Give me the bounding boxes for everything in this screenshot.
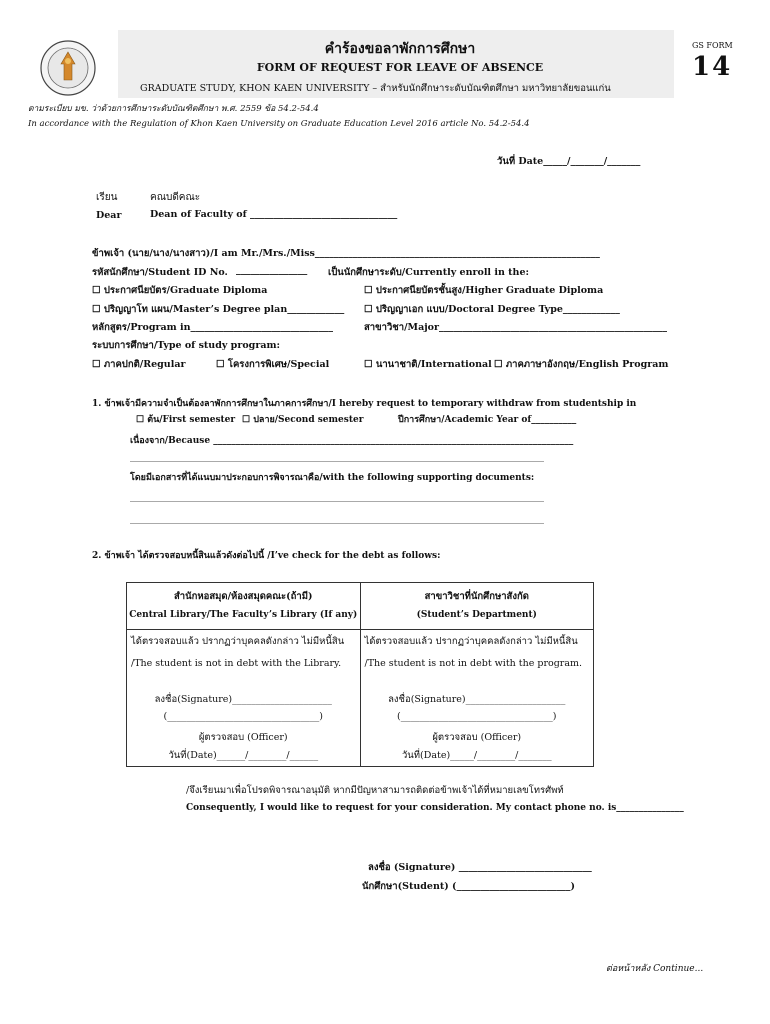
program-field[interactable]: หลักสูตร/Program in______________________________	[92, 322, 334, 333]
study-type-regular[interactable]	[92, 357, 185, 372]
documents-line-1[interactable]: ____________________________________________________________________________________________	[130, 492, 544, 502]
checkbox-icon[interactable]: ☐	[92, 359, 101, 370]
gs-form-label: GS FORM	[692, 41, 733, 50]
department-check-cell	[360, 630, 594, 767]
department-header-english: (Student’s Department)	[416, 610, 537, 620]
department-signature-field[interactable]: ลงชื่อ(Signature)_____________________	[388, 694, 566, 705]
closing-english-phone-field[interactable]: Consequently, I would like to request for your consideration. My contact phone no. is_______________	[186, 803, 684, 813]
closing-thai: /จึงเรียนมาเพื่อโปรดพิจารณาอนุมัติ หากมีปัญหาสามารถติดต่อข้าพเจ้าได้ที่หมายเลขโทรศัพท์	[186, 785, 564, 796]
first-semester-option[interactable]	[136, 412, 235, 426]
study-type-special[interactable]	[216, 357, 329, 372]
study-type-label: ระบบการศึกษา/Type of study program:	[92, 340, 281, 351]
department-date-field[interactable]: วันที่(Date)_____/________/_______	[401, 750, 552, 761]
checkbox-icon[interactable]: ☐	[92, 304, 101, 315]
library-header-english: Central Library/The Faculty’s Library (If any)	[129, 610, 358, 620]
department-name-field[interactable]: (________________________________)	[397, 711, 557, 722]
checkbox-icon[interactable]: ☐	[136, 415, 145, 425]
department-header-thai: สาขาวิชาที่นักศึกษาสังกัด	[424, 591, 529, 602]
debt-check-table	[126, 582, 594, 767]
dear-english-label: Dear	[96, 210, 122, 221]
documents-line-2[interactable]: ____________________________________________________________________________________________	[130, 514, 544, 524]
library-signature-field[interactable]: ลงชื่อ(Signature)_____________________	[154, 694, 332, 705]
form-title-english: FORM OF REQUEST FOR LEAVE OF ABSENCE	[256, 61, 544, 74]
continue-note: ต่อหน้าหลัง Continue...	[606, 964, 704, 974]
level-doctoral[interactable]	[364, 302, 620, 317]
study-type-english[interactable]	[494, 357, 668, 372]
second-semester-option[interactable]	[242, 412, 363, 426]
library-name-field[interactable]: (________________________________)	[163, 711, 323, 722]
checkbox-icon[interactable]: ☐	[364, 285, 373, 296]
checkbox-icon[interactable]: ☐	[242, 415, 251, 425]
study-type-text: ภาคภาษาอังกฤษ/English Program	[505, 359, 669, 370]
study-type-international[interactable]	[364, 357, 492, 372]
level-graduate-diploma[interactable]	[92, 283, 267, 298]
student-signature-field[interactable]: ลงชื่อ (Signature) ____________________________	[368, 862, 592, 873]
semester-label: ต้น/First semester	[147, 415, 236, 425]
checkbox-icon[interactable]: ☐	[92, 285, 101, 296]
major-field[interactable]: สาขาวิชา/Major________________________________________________	[364, 322, 667, 333]
student-id-field[interactable]: _______________	[236, 265, 308, 276]
faculty-field[interactable]: Dean of Faculty of _______________________________	[150, 209, 398, 220]
enroll-label: เป็นนักศึกษาระดับ/Currently enroll in the:	[328, 267, 530, 278]
library-header-thai: สำนักหอสมุด/ห้องสมุดคณะ(ถ้ามี)	[174, 591, 313, 602]
khon-kaen-university-seal-icon	[40, 40, 96, 96]
gs-form-number: 14	[692, 52, 733, 82]
student-name-field[interactable]: นักศึกษา(Student) (________________________)	[362, 881, 576, 892]
department-checked-english: /The student is not in debt with the program.	[364, 658, 583, 669]
study-type-text: โครงการพิเศษ/Special	[227, 359, 330, 370]
form-subtitle: GRADUATE STUDY, KHON KAEN UNIVERSITY – สำหรับนักศึกษาระดับบัณฑิตศึกษา มหาวิทยาลัยขอนแก่น	[140, 83, 611, 94]
regulation-english: In accordance with the Regulation of Khon Kaen University on Graduate Education Level 2016 article No. 54.2-54.4	[28, 119, 530, 129]
library-checked-thai: ได้ตรวจสอบแล้ว ปรากฏว่าบุคคลดังกล่าว ไม่มีหนี้สิน	[131, 636, 345, 647]
study-type-text: ภาคปกติ/Regular	[103, 359, 186, 370]
dear-thai-value: คณบดีคณะ	[150, 192, 201, 203]
academic-year-field[interactable]: ปีการศึกษา/Academic Year of__________	[398, 415, 577, 425]
library-date-field[interactable]: วันที่(Date)______/________/______	[168, 750, 319, 761]
level-higher-graduate-diploma[interactable]	[364, 283, 603, 298]
level-label: ปริญญาโท แผน/Master’s Degree plan____________	[103, 304, 345, 315]
level-label: ปริญญาเอก แบบ/Doctoral Degree Type____________	[375, 304, 620, 315]
regulation-thai: ตามระเบียบ มข. ว่าด้วยการศึกษาระดับบัณฑิตศึกษา พ.ศ. 2559 ข้อ 54.2-54.4	[28, 104, 319, 114]
section2-heading: 2. ข้าพเจ้า ได้ตรวจสอบหนี้สินแล้วดังต่อไปนี้ /I’ve check for the debt as follows:	[92, 551, 441, 561]
student-id-label: รหัสนักศึกษา/Student ID No.	[92, 267, 228, 278]
level-master[interactable]	[92, 302, 344, 317]
level-label: ประกาศนียบัตร/Graduate Diploma	[103, 285, 268, 296]
department-checked-thai: ได้ตรวจสอบแล้ว ปรากฏว่าบุคคลดังกล่าว ไม่มีหนี้สิน	[364, 636, 578, 647]
library-officer-label: ผู้ตรวจสอบ (Officer)	[198, 732, 288, 743]
library-check-cell	[127, 630, 361, 767]
checkbox-icon[interactable]: ☐	[216, 359, 225, 370]
dear-thai-label: เรียน	[96, 192, 118, 203]
because-blank-line[interactable]: ____________________________________________________________________________________________	[130, 452, 544, 462]
form-title-thai: คำร้องขอลาพักการศึกษา	[324, 41, 476, 57]
checkbox-icon[interactable]: ☐	[364, 359, 373, 370]
date-field[interactable]: วันที่ Date_____/_______/_______	[497, 156, 641, 167]
checkbox-icon[interactable]: ☐	[494, 359, 503, 370]
library-checked-english: /The student is not in debt with the Library.	[131, 658, 342, 669]
study-type-text: นานาชาติ/International	[375, 359, 492, 370]
library-header	[127, 583, 361, 630]
section1-heading: 1. ข้าพเจ้ามีความจำเป็นต้องลาพักการศึกษาในภาคการศึกษา/I hereby request to temporary withdraw from studentship in	[92, 399, 637, 409]
level-label: ประกาศนียบัตรชั้นสูง/Higher Graduate Diploma	[375, 285, 604, 296]
documents-label: โดยมีเอกสารที่ได้แนบมาประกอบการพิจารณาคือ/with the following supporting documents:	[130, 473, 535, 483]
department-header	[360, 583, 594, 630]
department-officer-label: ผู้ตรวจสอบ (Officer)	[432, 732, 522, 743]
checkbox-icon[interactable]: ☐	[364, 304, 373, 315]
name-field[interactable]: ข้าพเจ้า (นาย/นาง/นางสาว)/I am Mr./Mrs./Miss____________________________________________________________	[92, 248, 600, 259]
semester-label: ปลาย/Second semester	[253, 415, 364, 425]
because-field[interactable]: เนื่องจาก/Because ________________________________________________________________________________	[130, 436, 574, 446]
